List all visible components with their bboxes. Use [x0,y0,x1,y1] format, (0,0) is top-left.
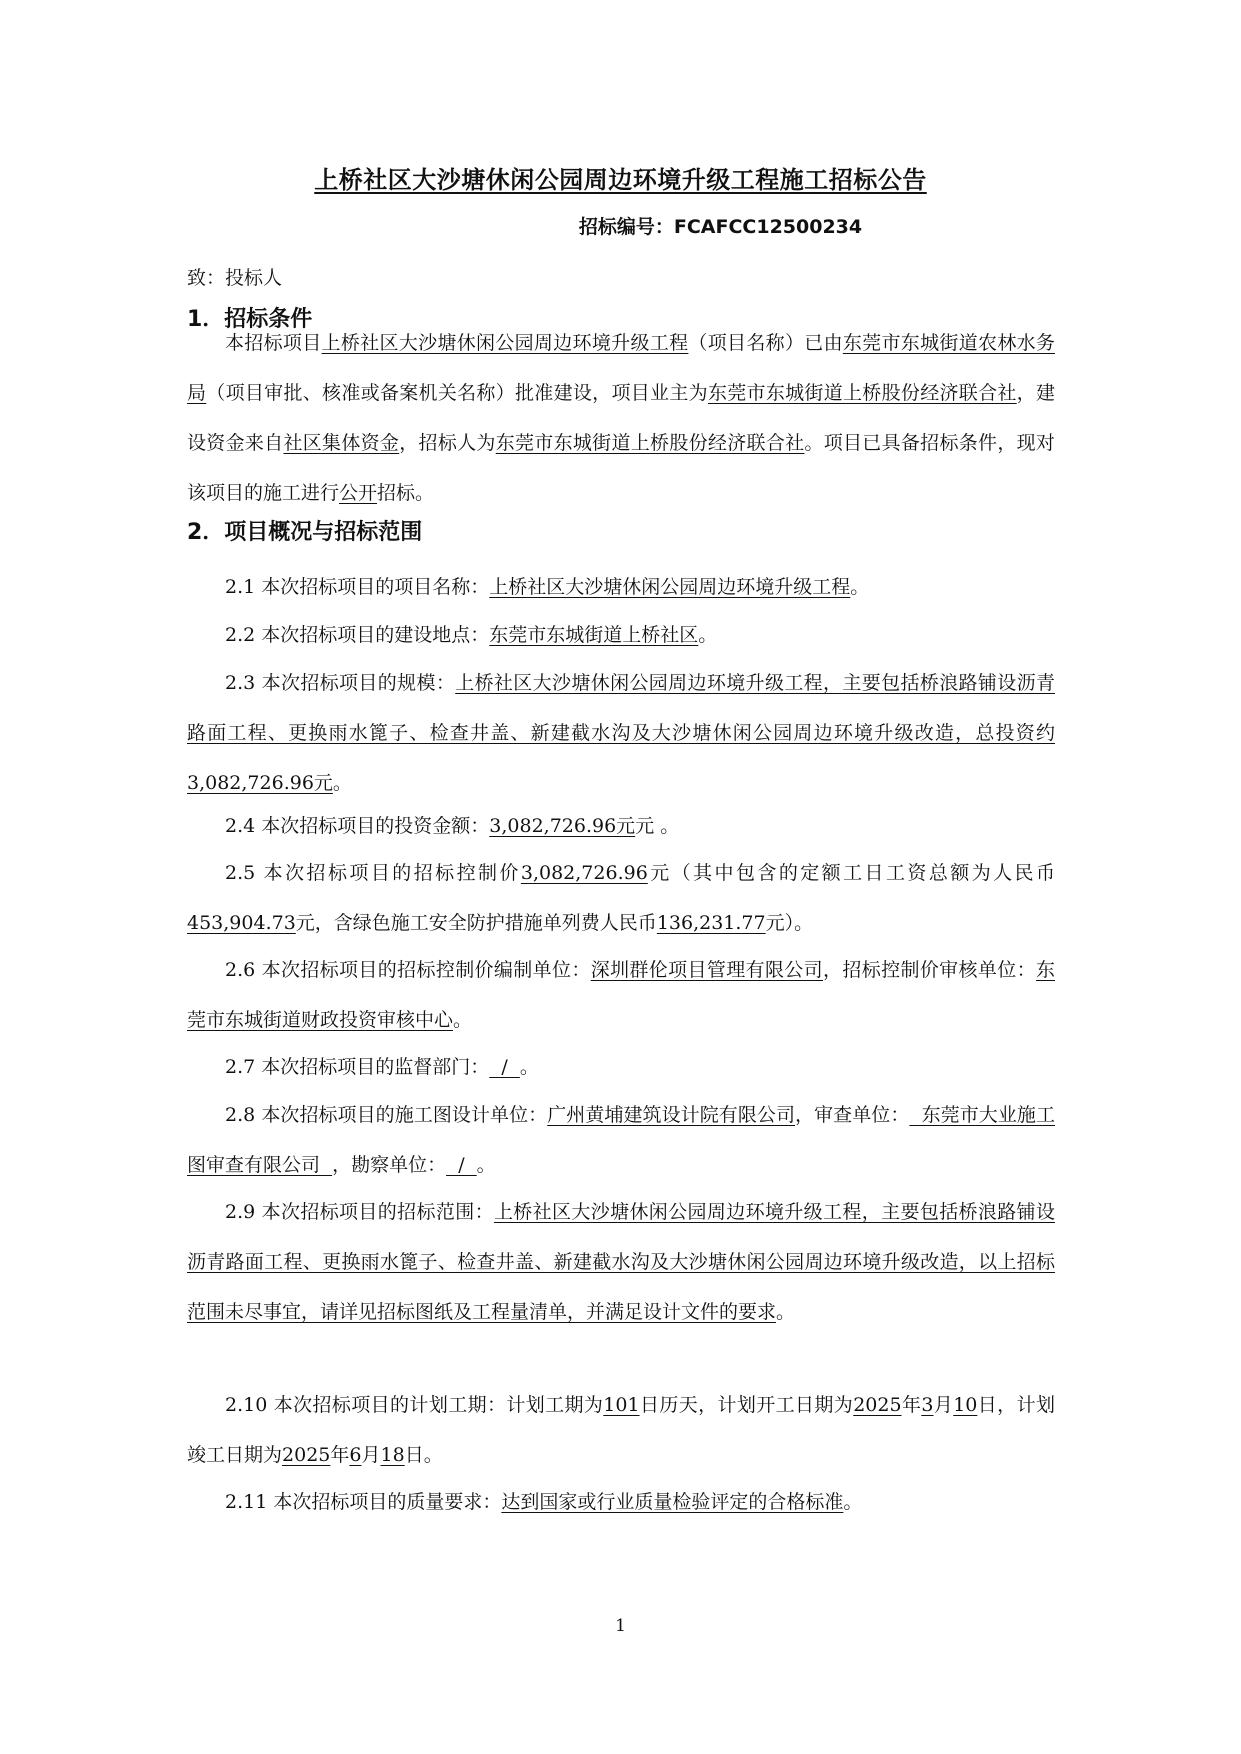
section-1-heading: 1．招标条件 [187,307,313,332]
section-2-heading: 2．项目概况与招标范围 [187,520,423,545]
item-2-3: 2.3 本次招标项目的规模：上桥社区大沙塘休闲公园周边环境升级工程，主要包括桥浪路铺设沥青路面工程、更换雨水篦子、检查井盖、新建截水沟及大沙塘休闲公园周边环境升级改造，总投资约3,082,726.96元。 [187,672,1055,794]
item-2-8: 2.8 本次招标项目的施工图设计单位：广州黄埔建筑设计院有限公司，审查单位： 东莞市大业施工图审查有限公司 ，勘察单位： / 。 [187,1104,1055,1176]
item-2-1: 2.1 本次招标项目的项目名称：上桥社区大沙塘休闲公园周边环境升级工程。 [225,576,870,598]
item-2-4: 2.4 本次招标项目的投资金额：3,082,726.96元元 。 [225,815,680,837]
item-2-7: 2.7 本次招标项目的监督部门： / 。 [225,1056,539,1078]
item-2-10: 2.10 本次招标项目的计划工期：计划工期为101日历天，计划开工日期为2025年3月10日，计划竣工日期为2025年6月18日。 [187,1394,1055,1466]
page-number: 1 [615,1616,626,1636]
item-2-6: 2.6 本次招标项目的招标控制价编制单位：深圳群伦项目管理有限公司，招标控制价审核单位：东莞市东城街道财政投资审核中心。 [187,959,1055,1031]
salutation: 致：投标人 [187,267,283,289]
item-2-2: 2.2 本次招标项目的建设地点：东莞市东城街道上桥社区。 [225,624,718,646]
item-2-9: 2.9 本次招标项目的招标范围：上桥社区大沙塘休闲公园周边环境升级工程，主要包括桥浪路铺设沥青路面工程、更换雨水篦子、检查井盖、新建截水沟及大沙塘休闲公园周边环境升级改造，以上招标范围未尽事宜，请详见招标图纸及工程量清单，并满足设计文件的要求。 [187,1201,1055,1323]
item-2-11: 2.11 本次招标项目的质量要求：达到国家或行业质量检验评定的合格标准。 [225,1491,863,1513]
item-2-5: 2.5 本次招标项目的招标控制价3,082,726.96元（其中包含的定额工日工资总额为人民币453,904.73元，含绿色施工安全防护措施单列费人民币136,231.77元）。 [187,862,1055,934]
page-title: 上桥社区大沙塘休闲公园周边环境升级工程施工招标公告 [314,166,927,194]
section-1-paragraph: 本招标项目上桥社区大沙塘休闲公园周边环境升级工程（项目名称）已由东莞市东城街道农林水务局（项目审批、核准或备案机关名称）批准建设，项目业主为东莞市东城街道上桥股份经济联合社，建设资金来自社区集体资金，招标人为东莞市东城街道上桥股份经济联合社。项目已具备招标条件，现对该项目的施工进行公开招标。 [187,332,1055,504]
bid-number: 招标编号：FCAFCC12500234 [578,216,863,238]
